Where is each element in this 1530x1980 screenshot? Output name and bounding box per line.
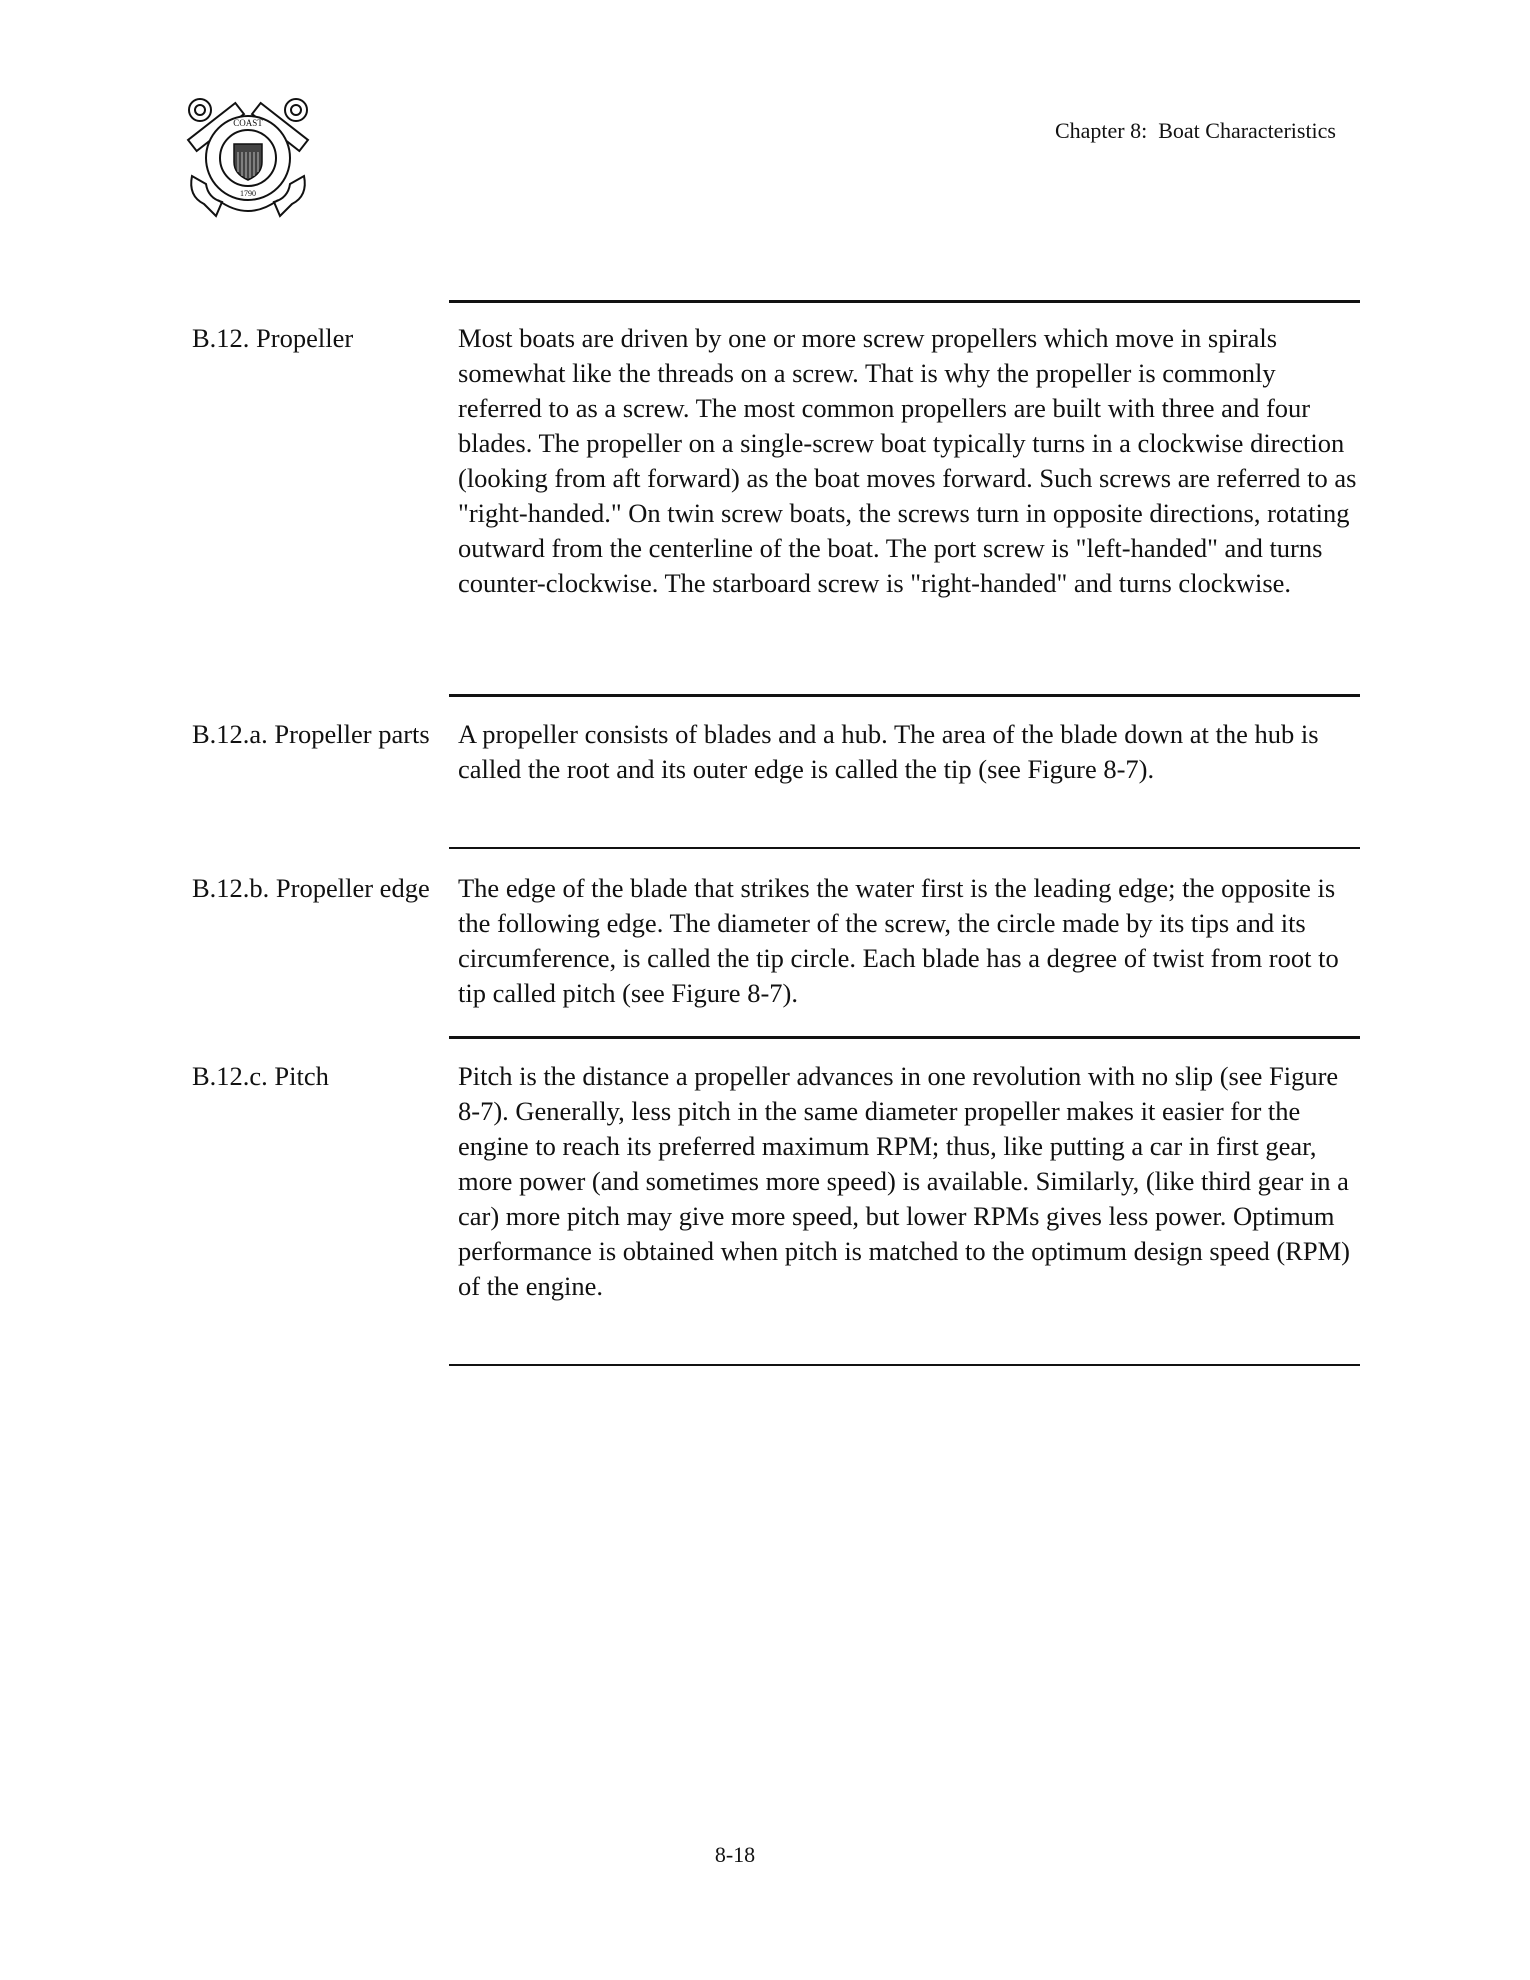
page-number: 8-18: [714, 1842, 756, 1867]
running-head: Chapter 8: Boat Characteristics: [1054, 118, 1336, 143]
section-divider: [449, 1036, 1360, 1039]
section-body: Pitch is the distance a propeller advances in one revolution with no slip (see Figure 8-7). Generally, less pitch in the same diameter propeller makes it easier for the engine to reach its preferred maximum RPM; thus, like putting a car in first gear, more power (and sometimes more speed) is available. Similarly, (like third gear in a car) more pitch may give more speed, but lower RPMs gives less power. Optimum performance is obtained when pitch is matched to the optimum design speed (RPM) of the engine.: [458, 1061, 1350, 1301]
section-body: A propeller consists of blades and a hub. The area of the blade down at the hub is called the root and its outer edge is called the tip (see Figure 8-7).: [458, 719, 1319, 784]
section-divider: [449, 694, 1360, 697]
section-label: B.12.c. Pitch: [192, 1061, 329, 1091]
coast-guard-emblem-icon: [178, 92, 318, 222]
section-divider: [449, 847, 1360, 849]
section-body: Most boats are driven by one or more screw propellers which move in spirals somewhat like the threads on a screw. That is why the propeller is commonly referred to as a screw. The most common propellers are built with three and four blades. The propeller on a single-screw boat typically turns in a clockwise direction (looking from aft forward) as the boat moves forward. Such screws are referred to as "right-handed." On twin screw boats, the screws turn in opposite directions, rotating outward from the centerline of the boat. The port screw is "left-handed" and turns counter-clockwise. The starboard screw is "right-handed" and turns clockwise.: [458, 323, 1357, 598]
section-body: The edge of the blade that strikes the water first is the leading edge; the opposite is the following edge. The diameter of the screw, the circle made by its tips and its circumference, is called the tip circle. Each blade has a degree of twist from root to tip called pitch (see Figure 8-7).: [458, 873, 1339, 1008]
section-label: B.12.a. Propeller parts: [192, 719, 430, 749]
svg-text:COAST: COAST: [233, 118, 263, 128]
svg-text:1790: 1790: [240, 189, 256, 198]
section-label: B.12. Propeller: [192, 323, 354, 353]
section-divider: [449, 1364, 1360, 1366]
section-divider: [449, 300, 1360, 303]
section-label: B.12.b. Propeller edge: [192, 873, 430, 903]
